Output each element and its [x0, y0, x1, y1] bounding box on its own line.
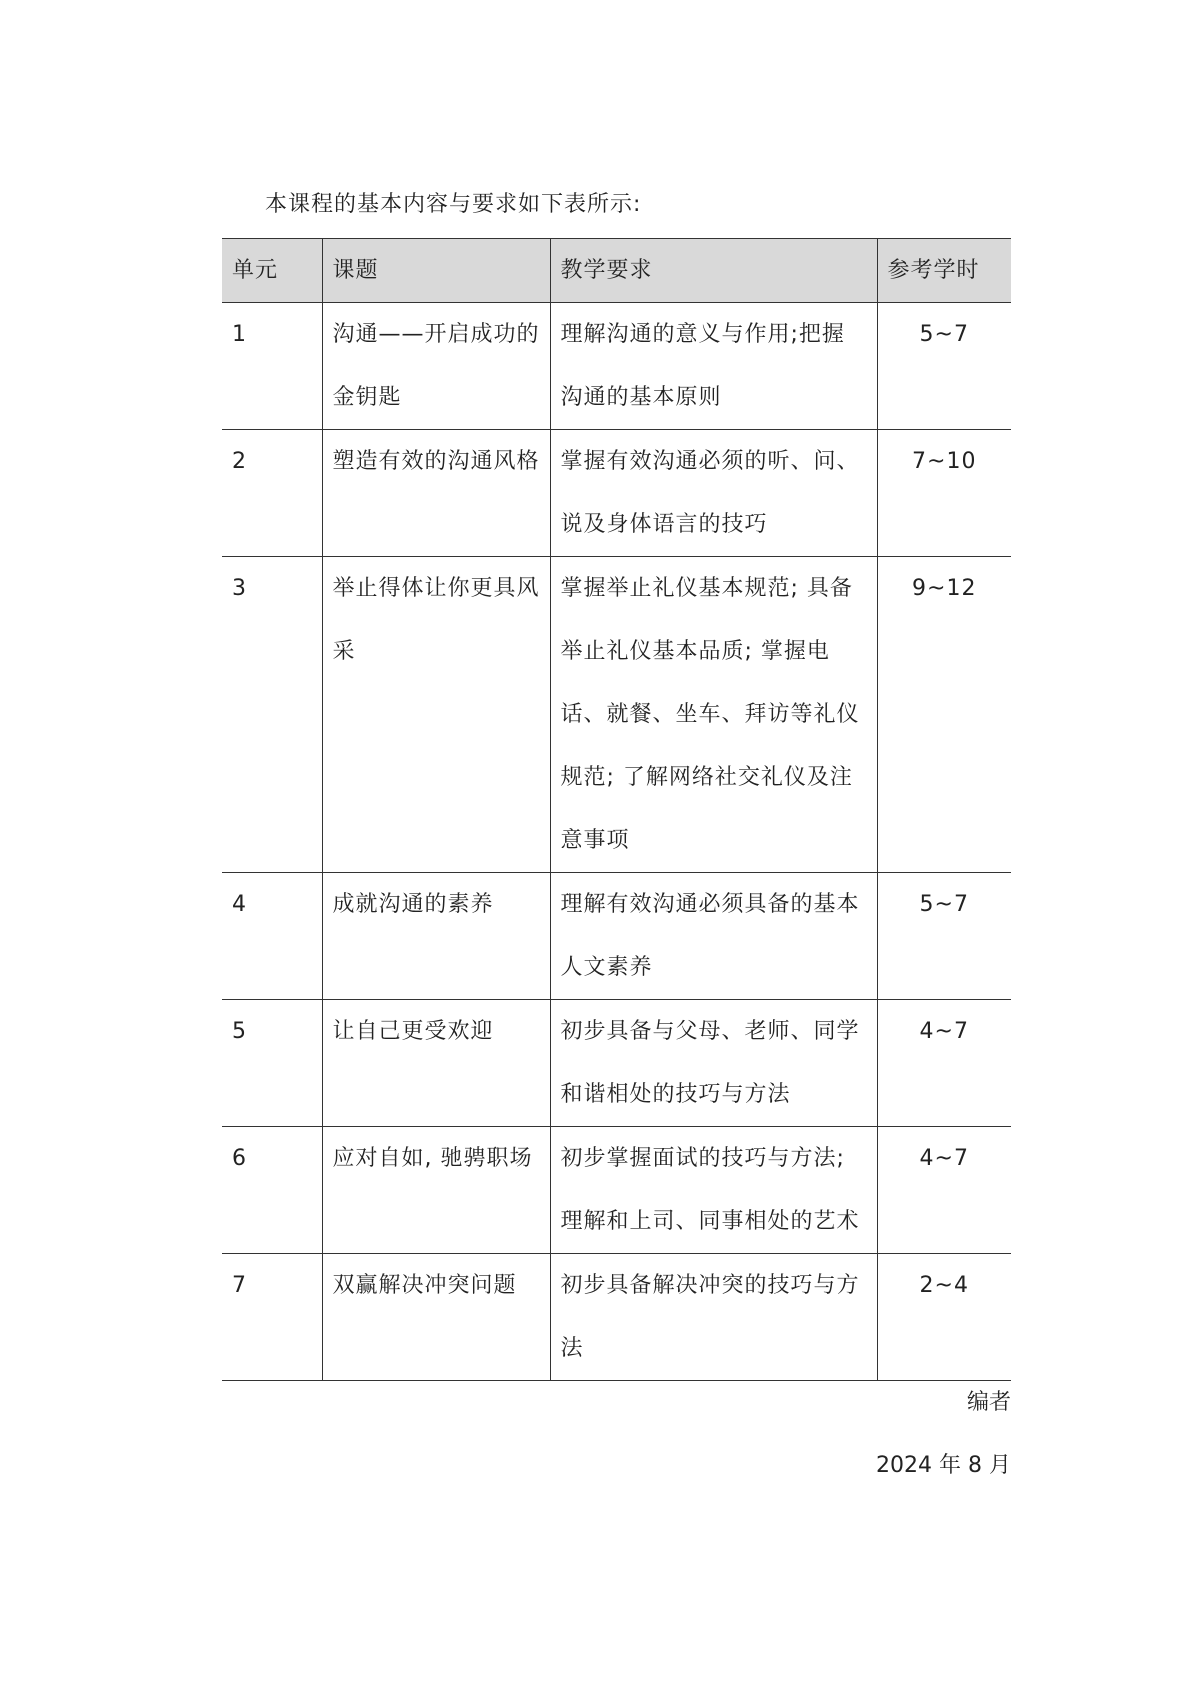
header-topic: 课题	[322, 239, 550, 303]
hours-cell: 9~12	[877, 557, 1011, 873]
hours-cell: 7~10	[877, 430, 1011, 557]
hours-cell: 4~7	[877, 1127, 1011, 1254]
topic-cell: 塑造有效的沟通风格	[322, 430, 550, 557]
table-header-row	[222, 239, 1011, 303]
table-row	[222, 1127, 1011, 1254]
requirement-cell: 掌握举止礼仪基本规范; 具备举止礼仪基本品质; 掌握电话、就餐、坐车、拜访等礼仪规范; 了解网络社交礼仪及注意事项	[550, 557, 877, 873]
header-unit: 单元	[222, 239, 322, 303]
unit-cell: 6	[222, 1127, 322, 1254]
hours-cell: 5~7	[877, 303, 1011, 430]
unit-cell: 7	[222, 1254, 322, 1381]
requirement-cell: 理解有效沟通必须具备的基本人文素养	[550, 873, 877, 1000]
topic-cell: 让自己更受欢迎	[322, 1000, 550, 1127]
topic-cell: 成就沟通的素养	[322, 873, 550, 1000]
header-requirement: 教学要求	[550, 239, 877, 303]
requirement-cell: 理解沟通的意义与作用;把握沟通的基本原则	[550, 303, 877, 430]
requirement-cell: 初步掌握面试的技巧与方法; 理解和上司、同事相处的艺术	[550, 1127, 877, 1254]
unit-cell: 2	[222, 430, 322, 557]
hours-cell: 2~4	[877, 1254, 1011, 1381]
intro-text: 本课程的基本内容与要求如下表所示:	[265, 192, 642, 217]
topic-cell: 应对自如, 驰骋职场	[322, 1127, 550, 1254]
hours-cell: 4~7	[877, 1000, 1011, 1127]
unit-cell: 3	[222, 557, 322, 873]
requirement-cell: 初步具备解决冲突的技巧与方法	[550, 1254, 877, 1381]
hours-cell: 5~7	[877, 873, 1011, 1000]
requirement-cell: 掌握有效沟通必须的听、问、说及身体语言的技巧	[550, 430, 877, 557]
table-row	[222, 1254, 1011, 1381]
table-row	[222, 1000, 1011, 1127]
topic-cell: 沟通——开启成功的金钥匙	[322, 303, 550, 430]
unit-cell: 1	[222, 303, 322, 430]
requirement-cell: 初步具备与父母、老师、同学和谐相处的技巧与方法	[550, 1000, 877, 1127]
table-row	[222, 873, 1011, 1000]
unit-cell: 4	[222, 873, 322, 1000]
course-content-table	[222, 238, 1011, 1381]
table-row	[222, 303, 1011, 430]
editor-signature: 编者	[966, 1390, 1011, 1415]
table-row	[222, 557, 1011, 873]
topic-cell: 双赢解决冲突问题	[322, 1254, 550, 1381]
topic-cell: 举止得体让你更具风采	[322, 557, 550, 873]
table-row	[222, 430, 1011, 557]
header-hours: 参考学时	[877, 239, 1011, 303]
unit-cell: 5	[222, 1000, 322, 1127]
date-text: 2024 年 8 月	[876, 1453, 1011, 1478]
